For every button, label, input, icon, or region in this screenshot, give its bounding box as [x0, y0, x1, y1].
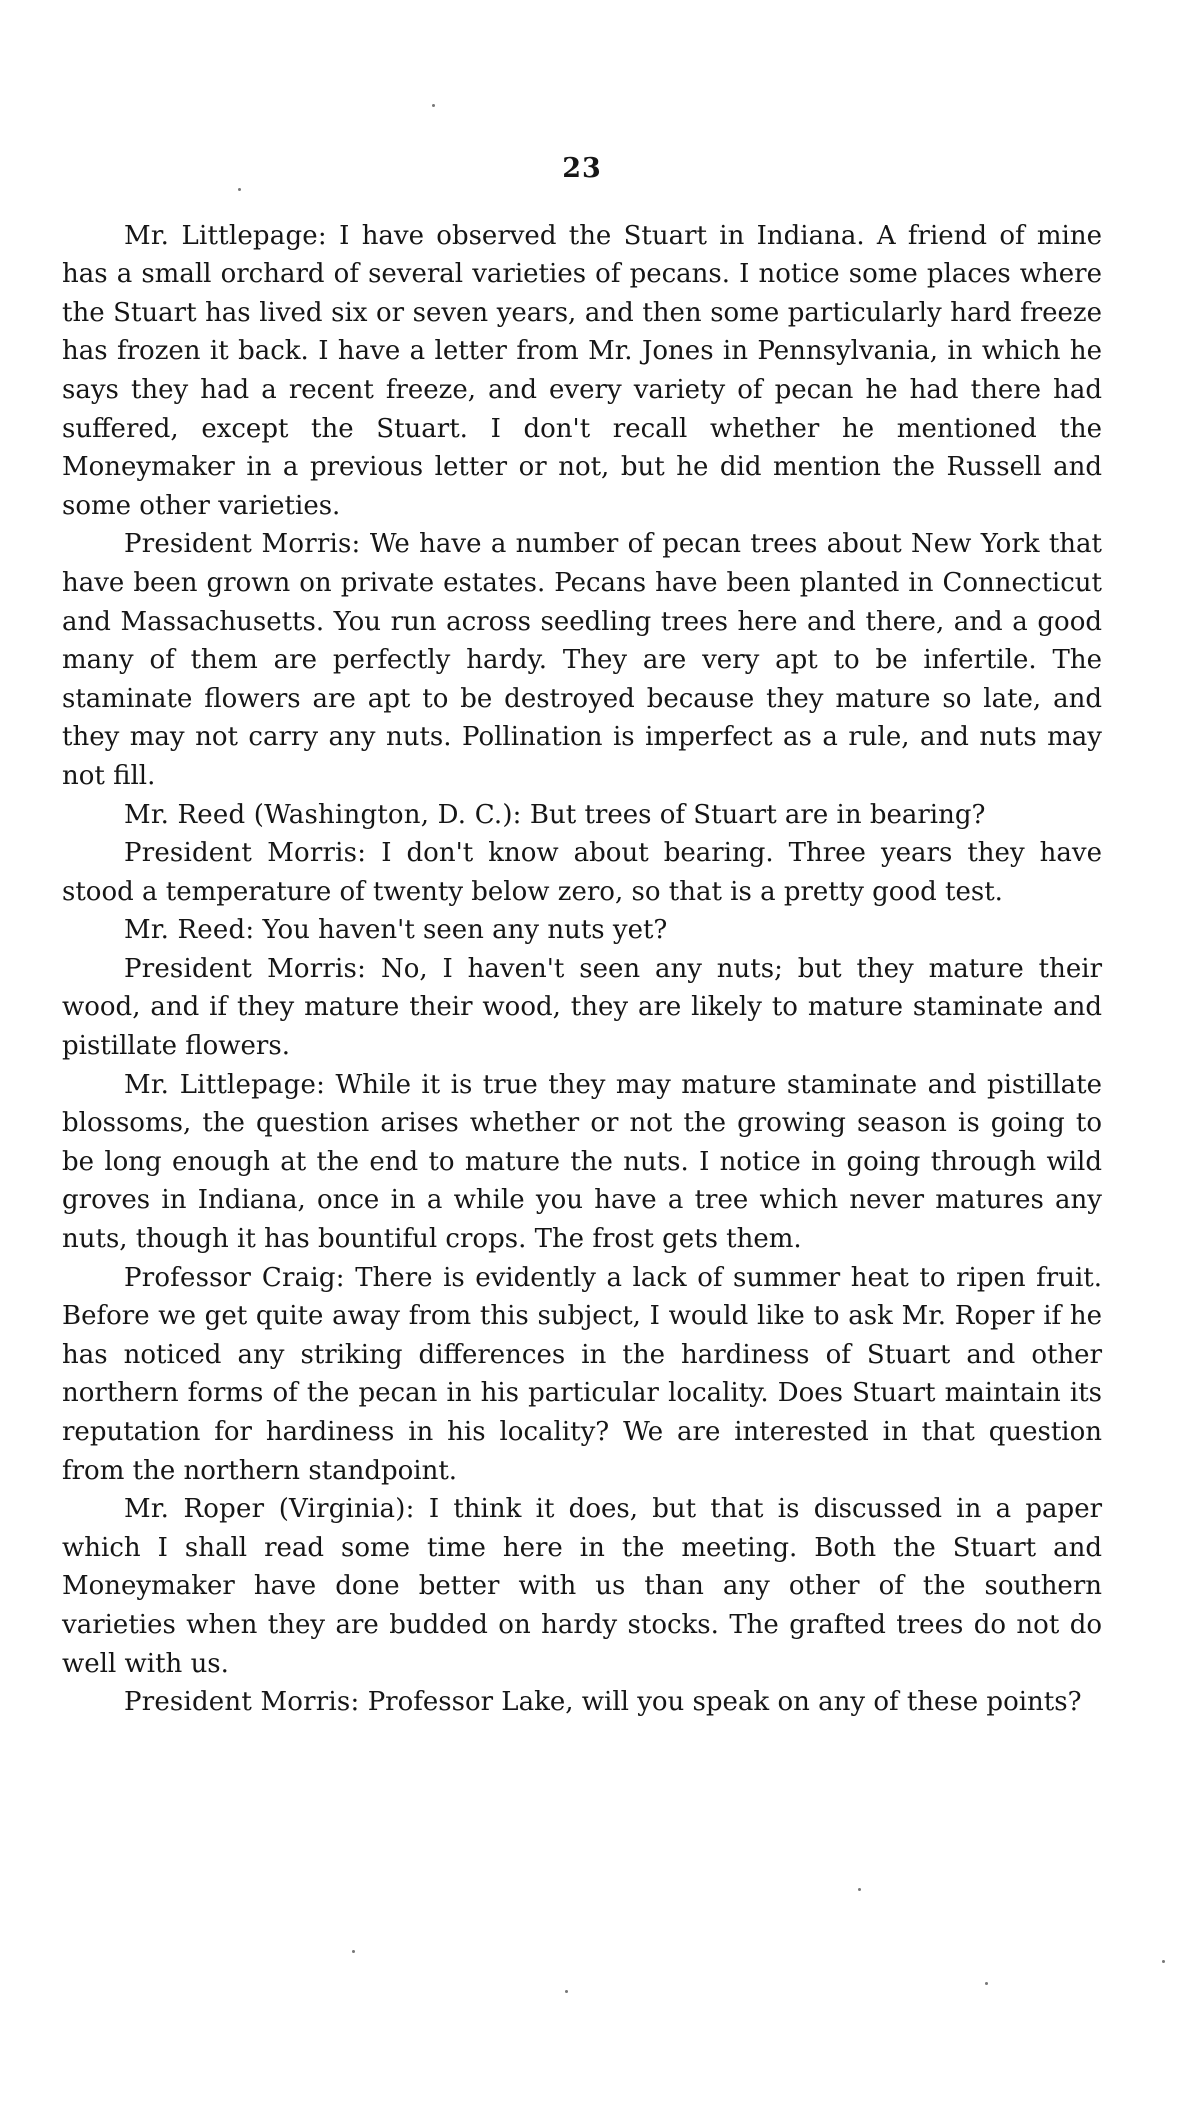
- speaker-label: Mr. Littlepage:: [124, 220, 327, 251]
- scan-speck: [432, 104, 435, 107]
- speaker-label: Professor Craig:: [124, 1262, 345, 1293]
- paragraph: [62, 1683, 1102, 1722]
- paragraph: [62, 525, 1102, 795]
- speaker-label: President Morris:: [124, 1687, 360, 1718]
- scan-speck: [565, 1990, 568, 1993]
- document-page: [62, 150, 1102, 1722]
- speaker-label: Mr. Reed (Washington, D. C.):: [124, 799, 522, 830]
- paragraph: [62, 1490, 1102, 1683]
- page-number: 23: [562, 153, 602, 184]
- paragraph: [62, 217, 1102, 526]
- paragraph-text: There is evidently a lack of summer heat to ripen fruit. Before we get quite away from this subject, I would like to ask Mr. Roper if he has noticed any striking differences in the hardiness of Stuart and other northern forms of the pecan in his particular locality. Does Stuart maintain its reputation for hardiness in his locality? We are interested in that question from the northern standpoint.: [62, 1262, 1102, 1486]
- paragraph-text: Professor Lake, will you speak on any of these points?: [367, 1687, 1082, 1718]
- speaker-label: Mr. Littlepage:: [124, 1069, 326, 1100]
- speaker-label: President Morris:: [124, 838, 367, 869]
- paragraph-text: I have observed the Stuart in Indiana. A friend of mine has a small orchard of several varieties of pecans. I notice some places where the Stuart has lived six or seven years, and then some particularly hard freeze has frozen it back. I have a letter from Mr. Jones in Pennsylvania, in which he says they had a recent freeze, and every variety of pecan he had there had suffered, except the Stuart. I don't recall whether he mentioned the Moneymaker in a previous letter or not, but he did mention the Russell and some other varieties.: [62, 220, 1103, 521]
- scan-speck: [1162, 1960, 1165, 1963]
- paragraph-text: You haven't seen any nuts yet?: [262, 915, 668, 946]
- paragraph: [62, 1066, 1102, 1259]
- paragraph-text: While it is true they may mature staminate and pistillate blossoms, the question arises whether or not the growing season is going to be long enough at the end to mature the nuts. I notice in going through wild groves in Indiana, once in a while you have a tree which never matures any nuts, though it has bountiful crops. The frost gets them.: [62, 1069, 1102, 1255]
- paragraph: [62, 796, 1102, 835]
- speaker-label: President Morris:: [124, 953, 367, 984]
- speaker-label: President Morris:: [124, 529, 361, 560]
- paragraph: [62, 911, 1102, 950]
- speaker-label: Mr. Roper (Virginia):: [124, 1494, 415, 1525]
- speaker-label: Mr. Reed:: [124, 915, 255, 946]
- paragraph-text: We have a number of pecan trees about New York that have been grown on private estates. Pecans have been planted in Connecticut and Massachusetts. You run across seedling trees here and there, and a good many of them are perfectly hardy. They are very apt to be infertile. The staminate flowers are apt to be destroyed because they mature so late, and they may not carry any nuts. Pollination is imperfect as a rule, and nuts may not fill.: [62, 529, 1102, 791]
- paragraph-text: I don't know about bearing. Three years they have stood a temperature of twenty below zero, so that is a pretty good test.: [62, 838, 1102, 907]
- scan-speck: [985, 1982, 988, 1985]
- scan-speck: [352, 1950, 355, 1953]
- scan-speck: [238, 188, 241, 191]
- paragraph-text: I think it does, but that is discussed in a paper which I shall read some time here in the meeting. Both the Stuart and Moneymaker have done better with us than any other of the southern varieties when they are budded on hardy stocks. The grafted trees do not do well with us.: [62, 1494, 1103, 1679]
- paragraph: [62, 950, 1102, 1066]
- paragraph: [62, 834, 1102, 911]
- paragraph-text: But trees of Stuart are in bearing?: [529, 799, 986, 830]
- scan-speck: [858, 1888, 861, 1891]
- paragraph: [62, 1259, 1102, 1491]
- paragraph-text: No, I haven't seen any nuts; but they mature their wood, and if they mature their wood, they are likely to mature staminate and pistillate flowers.: [62, 953, 1103, 1062]
